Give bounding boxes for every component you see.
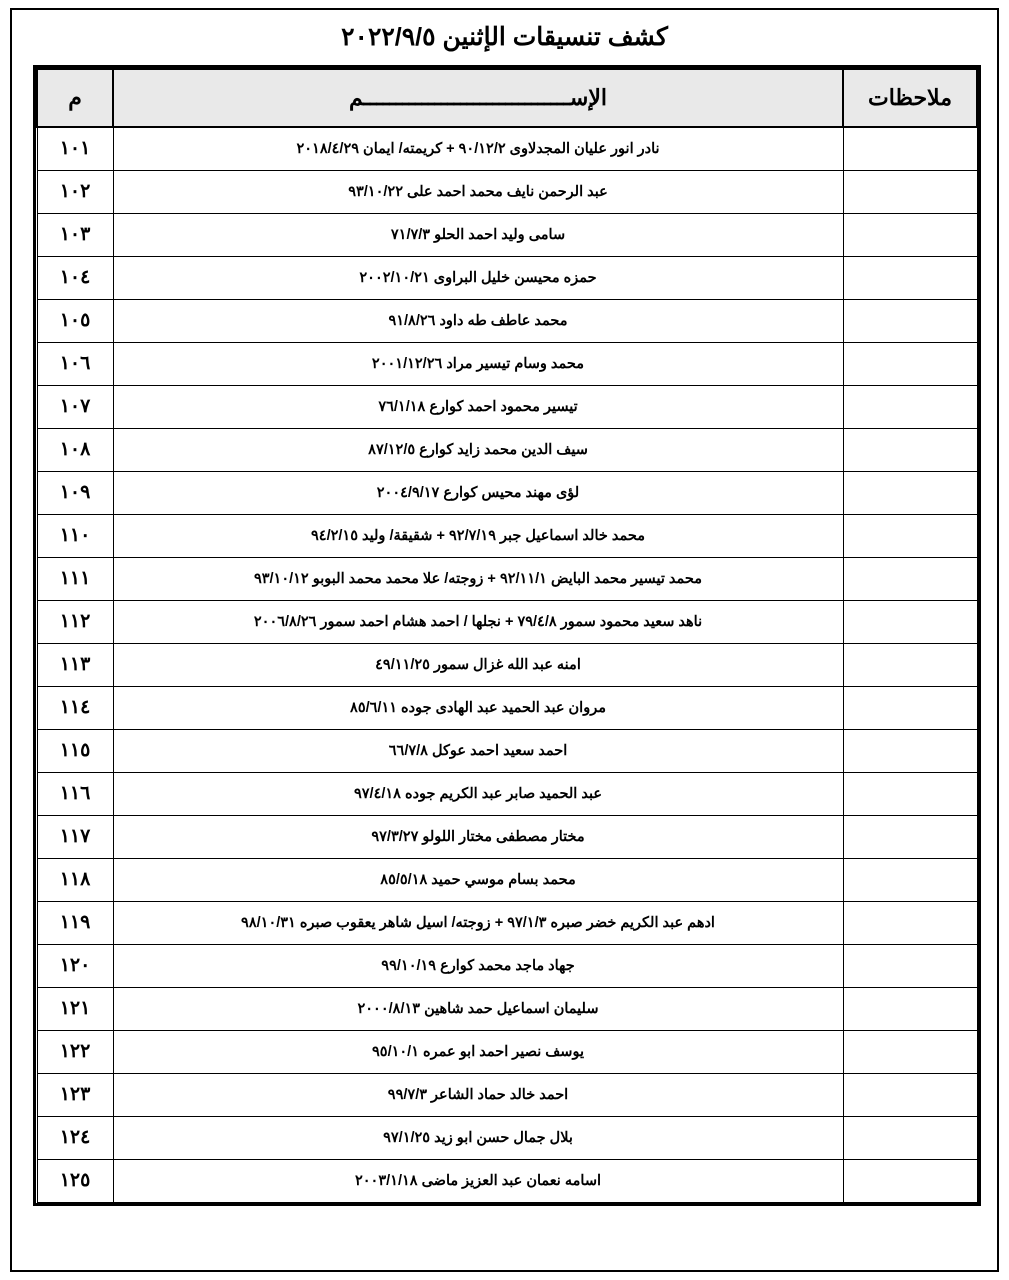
table-row — [37, 944, 977, 987]
cell-name: اسامه نعمان عبد العزيز ماضى ٢٠٠٣/١/١٨ — [113, 1159, 843, 1202]
cell-notes — [843, 170, 977, 213]
cell-number: ١٠٢ — [37, 170, 113, 213]
cell-number: ١٠٤ — [37, 256, 113, 299]
cell-notes — [843, 944, 977, 987]
cell-notes — [843, 1030, 977, 1073]
cell-number: ١٢٠ — [37, 944, 113, 987]
cell-number: ١٢٢ — [37, 1030, 113, 1073]
cell-name: احمد خالد حماد الشاعر ٩٩/٧/٣ — [113, 1073, 843, 1116]
cell-name: محمد تيسير محمد البايض ٩٢/١١/١ + زوجته/ علا محمد محمد البوبو ٩٣/١٠/١٢ — [113, 557, 843, 600]
cell-name: عبد الحميد صابر عبد الكريم جوده ٩٧/٤/١٨ — [113, 772, 843, 815]
cell-name: جهاد ماجد محمد كوارع ٩٩/١٠/١٩ — [113, 944, 843, 987]
cell-name: ادهم عبد الكريم خضر صبره ٩٧/١/٣ + زوجته/ اسيل شاهر يعقوب صبره ٩٨/١٠/٣١ — [113, 901, 843, 944]
table-row — [37, 256, 977, 299]
cell-notes — [843, 643, 977, 686]
cell-notes — [843, 729, 977, 772]
cell-number: ١٠٨ — [37, 428, 113, 471]
cell-number: ١٠١ — [37, 127, 113, 170]
cell-number: ١٢١ — [37, 987, 113, 1030]
cell-name: سليمان اسماعيل حمد شاهين ٢٠٠٠/٨/١٣ — [113, 987, 843, 1030]
cell-number: ١٢٥ — [37, 1159, 113, 1202]
cell-notes — [843, 1073, 977, 1116]
cell-number: ١٠٦ — [37, 342, 113, 385]
cell-number: ١١٠ — [37, 514, 113, 557]
cell-notes — [843, 428, 977, 471]
cell-number: ١٢٣ — [37, 1073, 113, 1116]
cell-notes — [843, 342, 977, 385]
table-row — [37, 987, 977, 1030]
cell-name: امنه عبد الله غزال سمور ٤٩/١١/٢٥ — [113, 643, 843, 686]
cell-name: نادر انور عليان المجدلاوى ٩٠/١٢/٢ + كريمته/ ايمان ٢٠١٨/٤/٢٩ — [113, 127, 843, 170]
table-row — [37, 557, 977, 600]
cell-notes — [843, 858, 977, 901]
cell-notes — [843, 1159, 977, 1202]
column-header-notes: ملاحظات — [843, 69, 977, 127]
cell-name: محمد عاطف طه داود ٩١/٨/٢٦ — [113, 299, 843, 342]
table-row — [37, 643, 977, 686]
cell-name: بلال جمال حسن ابو زيد ٩٧/١/٢٥ — [113, 1116, 843, 1159]
cell-notes — [843, 299, 977, 342]
cell-notes — [843, 901, 977, 944]
table-body — [37, 127, 977, 1202]
table-row — [37, 729, 977, 772]
cell-name: سامى وليد احمد الحلو ٧١/٧/٣ — [113, 213, 843, 256]
cell-notes — [843, 1116, 977, 1159]
cell-notes — [843, 686, 977, 729]
cell-notes — [843, 213, 977, 256]
coordination-table — [36, 68, 978, 1203]
column-header-name: الإســــــــــــــــــــــــــــــــم — [113, 69, 843, 127]
cell-name: يوسف نصير احمد ابو عمره ٩٥/١٠/١ — [113, 1030, 843, 1073]
table-row — [37, 600, 977, 643]
table-row — [37, 471, 977, 514]
cell-name: محمد خالد اسماعيل جبر ٩٢/٧/١٩ + شقيقة/ وليد ٩٤/٢/١٥ — [113, 514, 843, 557]
table-row — [37, 1116, 977, 1159]
table-row — [37, 901, 977, 944]
cell-notes — [843, 385, 977, 428]
cell-name: عبد الرحمن نايف محمد احمد على ٩٣/١٠/٢٢ — [113, 170, 843, 213]
cell-number: ١١٦ — [37, 772, 113, 815]
cell-name: ناهد سعيد محمود سمور ٧٩/٤/٨ + نجلها / احمد هشام احمد سمور ٢٠٠٦/٨/٢٦ — [113, 600, 843, 643]
cell-notes — [843, 772, 977, 815]
cell-name: تيسير محمود احمد كوارع ٧٦/١/١٨ — [113, 385, 843, 428]
cell-name: مروان عبد الحميد عبد الهادى جوده ٨٥/٦/١١ — [113, 686, 843, 729]
table-row — [37, 342, 977, 385]
table-row — [37, 170, 977, 213]
table-row — [37, 127, 977, 170]
table-row — [37, 385, 977, 428]
table-row — [37, 858, 977, 901]
cell-name: سيف الدين محمد زايد كوارع ٨٧/١٢/٥ — [113, 428, 843, 471]
cell-number: ١١٢ — [37, 600, 113, 643]
cell-notes — [843, 514, 977, 557]
table-row — [37, 514, 977, 557]
cell-number: ١١٥ — [37, 729, 113, 772]
table-row — [37, 815, 977, 858]
table-row — [37, 1030, 977, 1073]
cell-notes — [843, 815, 977, 858]
cell-number: ١١٩ — [37, 901, 113, 944]
table-row — [37, 686, 977, 729]
table-row — [37, 1159, 977, 1202]
cell-notes — [843, 127, 977, 170]
cell-name: مختار مصطفى مختار اللولو ٩٧/٣/٢٧ — [113, 815, 843, 858]
cell-name: محمد بسام موسي حميد ٨٥/٥/١٨ — [113, 858, 843, 901]
cell-notes — [843, 256, 977, 299]
cell-number: ١٢٤ — [37, 1116, 113, 1159]
cell-number: ١١٨ — [37, 858, 113, 901]
table-row — [37, 772, 977, 815]
cell-name: محمد وسام تيسير مراد ٢٠٠١/١٢/٢٦ — [113, 342, 843, 385]
table-row — [37, 1073, 977, 1116]
page-title: كشف تنسيقات الإثنين ٢٠٢٢/٩/٥ — [341, 23, 668, 51]
table-row — [37, 213, 977, 256]
cell-notes — [843, 987, 977, 1030]
cell-number: ١١٣ — [37, 643, 113, 686]
cell-number: ١٠٣ — [37, 213, 113, 256]
cell-number: ١١٧ — [37, 815, 113, 858]
cell-notes — [843, 557, 977, 600]
cell-notes — [843, 600, 977, 643]
cell-number: ١١٤ — [37, 686, 113, 729]
table-header — [37, 69, 977, 127]
cell-name: احمد سعيد احمد عوكل ٦٦/٧/٨ — [113, 729, 843, 772]
column-header-number: م — [37, 69, 113, 127]
table-row — [37, 428, 977, 471]
table-row — [37, 299, 977, 342]
cell-name: حمزه محيسن خليل البراوى ٢٠٠٢/١٠/٢١ — [113, 256, 843, 299]
cell-number: ١٠٥ — [37, 299, 113, 342]
cell-number: ١٠٧ — [37, 385, 113, 428]
cell-number: ١٠٩ — [37, 471, 113, 514]
cell-notes — [843, 471, 977, 514]
cell-number: ١١١ — [37, 557, 113, 600]
cell-name: لؤى مهند محيس كوارع ٢٠٠٤/٩/١٧ — [113, 471, 843, 514]
table-header-row — [37, 69, 977, 127]
